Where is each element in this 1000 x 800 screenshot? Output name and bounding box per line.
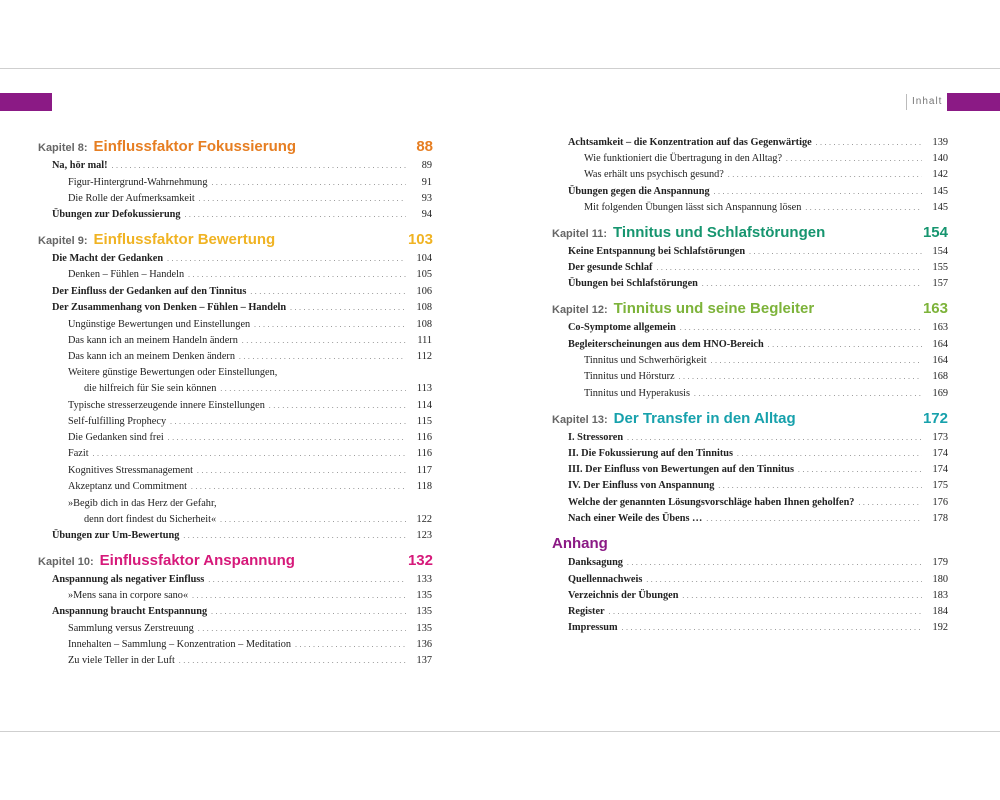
toc-entry-page: 168	[932, 371, 948, 382]
toc-entry-title: IV. Der Einfluss von Anspannung	[568, 480, 715, 491]
toc-entry-title: Die Gedanken sind frei	[68, 432, 164, 443]
toc-entry-title: Was erhält uns psychisch gesund?	[584, 169, 724, 180]
toc-entry-title: Der Einfluss der Gedanken auf den Tinnitus	[52, 286, 247, 297]
toc-entry[interactable]	[584, 354, 948, 368]
toc-entry-page: 114	[416, 400, 432, 411]
chapter-heading-13[interactable]	[552, 410, 948, 427]
chapter-number: Kapitel 10:	[38, 556, 94, 568]
toc-entry-page: 174	[932, 464, 948, 475]
toc-entry-page: 112	[416, 351, 432, 362]
toc-entry[interactable]	[568, 573, 948, 587]
dot-leader	[609, 605, 922, 619]
toc-entry-page: 93	[421, 193, 432, 204]
dot-leader	[749, 245, 922, 259]
toc-entry-page: 180	[932, 574, 948, 585]
toc-entry-page: 169	[932, 388, 948, 399]
toc-entry-title: Denken – Fühlen – Handeln	[68, 269, 185, 280]
toc-entry[interactable]	[68, 622, 432, 636]
toc-entry[interactable]	[68, 415, 432, 429]
dot-leader	[208, 573, 406, 587]
dot-leader	[250, 285, 406, 299]
toc-entry[interactable]	[584, 370, 948, 384]
toc-entry-title: Tinnitus und Schwerhörigkeit	[584, 355, 707, 366]
left-page-accent-bar	[0, 93, 52, 111]
chapter-page: 154	[922, 224, 948, 241]
chapter-heading-9[interactable]	[38, 231, 433, 248]
toc-entry[interactable]	[568, 556, 948, 570]
toc-entry-page: 145	[932, 202, 948, 213]
dot-leader	[646, 573, 922, 587]
toc-entry[interactable]	[52, 159, 432, 173]
toc-entry-title: Keine Entspannung bei Schlafstörungen	[568, 246, 746, 257]
toc-entry-page: 105	[416, 269, 432, 280]
toc-entry[interactable]	[568, 463, 948, 477]
dot-leader	[805, 201, 922, 215]
dot-leader	[254, 318, 406, 332]
toc-entry-title: Typische stresserzeugende innere Einstellungen	[68, 400, 265, 411]
toc-entry-title: Impressum	[568, 622, 618, 633]
toc-entry[interactable]	[584, 201, 948, 215]
toc-entry[interactable]	[584, 152, 948, 166]
toc-entry-page: 108	[416, 319, 432, 330]
toc-entry-page: 111	[417, 335, 432, 346]
chapter-page: 163	[922, 300, 948, 317]
toc-entry[interactable]	[584, 387, 948, 401]
toc-entry[interactable]	[568, 277, 948, 291]
dot-leader	[290, 301, 406, 315]
dot-leader	[706, 512, 922, 526]
dot-leader	[737, 447, 922, 461]
toc-entry[interactable]	[68, 480, 432, 494]
toc-entry[interactable]	[568, 245, 948, 259]
toc-entry-title: denn dort findest du Sicherheit«	[84, 514, 217, 525]
dot-leader	[192, 589, 406, 603]
toc-entry-page: 115	[416, 416, 432, 427]
toc-entry[interactable]	[52, 301, 432, 315]
dot-leader	[714, 185, 922, 199]
chapter-heading-11[interactable]	[552, 224, 948, 241]
toc-entry[interactable]	[84, 382, 432, 396]
toc-entry[interactable]	[584, 168, 948, 182]
toc-entry-page: 135	[416, 606, 432, 617]
dot-leader	[798, 463, 922, 477]
toc-entry[interactable]	[68, 399, 432, 413]
dot-leader	[167, 252, 406, 266]
chapter-page: 132	[407, 552, 433, 569]
toc-entry-page: 155	[932, 262, 948, 273]
toc-entry-page: 154	[932, 246, 948, 257]
toc-entry-title: Der gesunde Schlaf	[568, 262, 653, 273]
toc-entry-title: Fazit	[68, 448, 89, 459]
toc-entry-page: 178	[932, 513, 948, 524]
toc-entry[interactable]	[68, 334, 432, 348]
dot-leader	[627, 431, 922, 445]
toc-entry-title: Akzeptanz und Commitment	[68, 481, 187, 492]
toc-entry-page: 94	[421, 209, 432, 220]
toc-entry[interactable]	[568, 589, 948, 603]
toc-entry-page: 140	[932, 153, 948, 164]
toc-entry-title: Ungünstige Bewertungen und Einstellungen	[68, 319, 251, 330]
toc-entry-title: Begleiterscheinungen aus dem HNO-Bereich	[568, 339, 764, 350]
toc-entry-page: 133	[416, 574, 432, 585]
dot-leader	[211, 605, 406, 619]
dot-leader	[656, 261, 922, 275]
toc-entry-title: Nach einer Weile des Übens …	[568, 513, 703, 524]
toc-entry[interactable]	[568, 447, 948, 461]
toc-entry-title: Weitere günstige Bewertungen oder Einstellungen,	[68, 367, 278, 378]
toc-entry[interactable]	[68, 318, 432, 332]
dot-leader	[768, 338, 922, 352]
toc-entry-page: 122	[416, 514, 432, 525]
toc-entry-page: 174	[932, 448, 948, 459]
toc-entry-title: I. Stressoren	[568, 432, 624, 443]
toc-entry-title: die hilfreich für Sie sein können	[84, 383, 217, 394]
toc-entry[interactable]	[68, 431, 432, 445]
toc-entry[interactable]	[68, 589, 432, 603]
toc-entry[interactable]	[68, 176, 432, 190]
toc-entry-title: Achtsamkeit – die Konzentration auf das Gegenwärtige	[568, 137, 812, 148]
toc-entry-title: Die Rolle der Aufmerksamkeit	[68, 193, 195, 204]
chapter-title: Tinnitus und seine Begleiter	[613, 300, 815, 317]
dot-leader	[197, 464, 406, 478]
toc-entry[interactable]	[84, 513, 432, 527]
toc-entry-title: Figur-Hintergrund-Wahrnehmung	[68, 177, 208, 188]
toc-entry-title: Self-fulfilling Prophecy	[68, 416, 167, 427]
toc-entry[interactable]	[568, 512, 948, 526]
toc-entry-title: Die Macht der Gedanken	[52, 253, 164, 264]
toc-entry[interactable]	[52, 529, 432, 543]
chapter-title: Einflussfaktor Bewertung	[93, 231, 276, 248]
toc-entry-page: 164	[932, 355, 948, 366]
toc-entry-title: Tinnitus und Hörsturz	[584, 371, 675, 382]
toc-entry[interactable]	[568, 496, 948, 510]
toc-entry-title: Quellennachweis	[568, 574, 643, 585]
dot-leader	[198, 622, 406, 636]
toc-entry[interactable]	[52, 573, 432, 587]
toc-entry[interactable]	[568, 321, 948, 335]
toc-entry[interactable]	[68, 464, 432, 478]
toc-entry-page: 179	[932, 557, 948, 568]
chapter-page: 88	[416, 138, 433, 155]
dot-leader	[179, 654, 406, 668]
toc-entry[interactable]	[52, 605, 432, 619]
dot-leader	[220, 382, 406, 396]
chapter-number: Kapitel 11:	[552, 228, 608, 240]
dot-leader	[242, 334, 406, 348]
dot-leader	[694, 387, 922, 401]
toc-entry-page: 135	[416, 623, 432, 634]
chapter-title: Der Transfer in den Alltag	[613, 410, 796, 427]
dot-leader	[718, 479, 922, 493]
toc-entry-page: 142	[932, 169, 948, 180]
dot-leader	[220, 513, 406, 527]
toc-entry-first-line[interactable]	[68, 497, 432, 511]
dot-leader	[816, 136, 922, 150]
toc-entry-page: 184	[932, 606, 948, 617]
toc-entry[interactable]	[68, 350, 432, 364]
dot-leader	[170, 415, 406, 429]
toc-entry-title: Übungen zur Defokussierung	[52, 209, 181, 220]
dot-leader	[622, 621, 922, 635]
toc-entry-title: Anspannung braucht Entspannung	[52, 606, 208, 617]
toc-entry[interactable]	[68, 638, 432, 652]
toc-entry-first-line[interactable]	[68, 366, 432, 380]
dot-leader	[183, 529, 406, 543]
chapter-title: Tinnitus und Schlafstörungen	[613, 224, 826, 241]
dot-leader	[627, 556, 922, 570]
toc-entry-title: Das kann ich an meinem Denken ändern	[68, 351, 235, 362]
dot-leader	[239, 350, 406, 364]
toc-entry-page: 91	[421, 177, 432, 188]
toc-entry-title: Wie funktioniert die Übertragung in den Alltag?	[584, 153, 783, 164]
toc-entry-title: Das kann ich an meinem Handeln ändern	[68, 335, 238, 346]
toc-entry-page: 183	[932, 590, 948, 601]
toc-entry-page: 116	[416, 448, 432, 459]
toc-entry-title: Zu viele Teller in der Luft	[68, 655, 175, 666]
toc-entry[interactable]	[52, 208, 432, 222]
chapter-heading-10[interactable]	[38, 552, 433, 569]
toc-entry-page: 118	[416, 481, 432, 492]
toc-entry[interactable]	[68, 654, 432, 668]
toc-entry-page: 176	[932, 497, 948, 508]
toc-entry[interactable]	[68, 447, 432, 461]
toc-entry-title: Übungen gegen die Anspannung	[568, 186, 710, 197]
toc-entry[interactable]	[568, 185, 948, 199]
toc-entry[interactable]	[68, 268, 432, 282]
toc-entry-page: 116	[416, 432, 432, 443]
toc-entry-title: Anspannung als negativer Einfluss	[52, 574, 205, 585]
toc-entry-page: 192	[932, 622, 948, 633]
chapter-number: Kapitel 13:	[552, 414, 608, 426]
toc-entry[interactable]	[568, 338, 948, 352]
toc-entry[interactable]	[568, 136, 948, 150]
toc-entry-title: Der Zusammenhang von Denken – Fühlen – Handeln	[52, 302, 287, 313]
appendix-heading[interactable]: Anhang	[552, 535, 608, 552]
dot-leader	[168, 431, 406, 445]
toc-entry-page: 135	[416, 590, 432, 601]
toc-entry-title: Innehalten – Sammlung – Konzentration – Meditation	[68, 639, 292, 650]
dot-leader	[191, 480, 406, 494]
toc-entry[interactable]	[52, 285, 432, 299]
toc-entry-title: Danksagung	[568, 557, 623, 568]
dot-leader	[711, 354, 922, 368]
dot-leader	[93, 447, 406, 461]
toc-entry-page: 157	[932, 278, 948, 289]
toc-entry-page: 173	[932, 432, 948, 443]
chapter-number: Kapitel 8:	[38, 142, 88, 154]
dot-leader	[728, 168, 922, 182]
toc-entry-title: Mit folgenden Übungen lässt sich Anspannung lösen	[584, 202, 802, 213]
toc-entry-title: Register	[568, 606, 605, 617]
toc-entry[interactable]	[568, 261, 948, 275]
toc-entry-page: 106	[416, 286, 432, 297]
toc-entry-page: 123	[416, 530, 432, 541]
toc-entry-title: Verzeichnis der Übungen	[568, 590, 679, 601]
dot-leader	[211, 176, 406, 190]
toc-entry-page: 89	[421, 160, 432, 171]
toc-entry-title: Co-Symptome allgemein	[568, 322, 676, 333]
toc-entry-page: 117	[416, 465, 432, 476]
toc-entry-title: Übungen bei Schlafstörungen	[568, 278, 698, 289]
dot-leader	[269, 399, 406, 413]
toc-entry-title: Sammlung versus Zerstreuung	[68, 623, 194, 634]
toc-entry-title: »Mens sana in corpore sano«	[68, 590, 189, 601]
toc-entry[interactable]	[68, 192, 432, 206]
toc-entry-title: Kognitives Stressmanagement	[68, 465, 193, 476]
toc-entry-title: Na, hör mal!	[52, 160, 108, 171]
dot-leader	[679, 370, 922, 384]
toc-entry[interactable]	[568, 479, 948, 493]
toc-entry-page: 145	[932, 186, 948, 197]
toc-entry[interactable]	[568, 605, 948, 619]
toc-entry-page: 175	[932, 480, 948, 491]
toc-entry-title: »Begib dich in das Herz der Gefahr,	[68, 498, 217, 509]
chapter-number: Kapitel 9:	[38, 235, 88, 247]
toc-entry-title: Übungen zur Um-Bewertung	[52, 530, 180, 541]
chapter-heading-12[interactable]	[552, 300, 948, 317]
toc-entry[interactable]	[568, 621, 948, 635]
dot-leader	[295, 638, 406, 652]
toc-entry-title: III. Der Einfluss von Bewertungen auf den Tinnitus	[568, 464, 795, 475]
toc-entry[interactable]	[568, 431, 948, 445]
toc-entry-page: 164	[932, 339, 948, 350]
section-label: Inhalt	[906, 94, 947, 110]
toc-entry-page: 163	[932, 322, 948, 333]
dot-leader	[682, 589, 922, 603]
toc-entry-title: II. Die Fokussierung auf den Tinnitus	[568, 448, 733, 459]
toc-entry-page: 137	[416, 655, 432, 666]
toc-entry-page: 136	[416, 639, 432, 650]
chapter-page: 103	[407, 231, 433, 248]
dot-leader	[199, 192, 406, 206]
chapter-title: Einflussfaktor Anspannung	[99, 552, 295, 569]
chapter-title: Einflussfaktor Fokussierung	[93, 138, 297, 155]
toc-entry-title: Tinnitus und Hyperakusis	[584, 388, 691, 399]
toc-entry-page: 139	[932, 137, 948, 148]
dot-leader	[786, 152, 922, 166]
toc-entry-title: Welche der genannten Lösungsvorschläge haben Ihnen geholfen?	[568, 497, 855, 508]
dot-leader	[858, 496, 922, 510]
right-page-accent-bar	[947, 93, 1000, 111]
toc-entry-page: 113	[416, 383, 432, 394]
chapter-number: Kapitel 12:	[552, 304, 608, 316]
chapter-heading-8[interactable]	[38, 138, 433, 155]
dot-leader	[185, 208, 406, 222]
toc-entry[interactable]	[52, 252, 432, 266]
dot-leader	[188, 268, 406, 282]
toc-entry-page: 108	[416, 302, 432, 313]
dot-leader	[112, 159, 406, 173]
toc-entry-page: 104	[416, 253, 432, 264]
dot-leader	[680, 321, 922, 335]
chapter-page: 172	[922, 410, 948, 427]
dot-leader	[702, 277, 922, 291]
